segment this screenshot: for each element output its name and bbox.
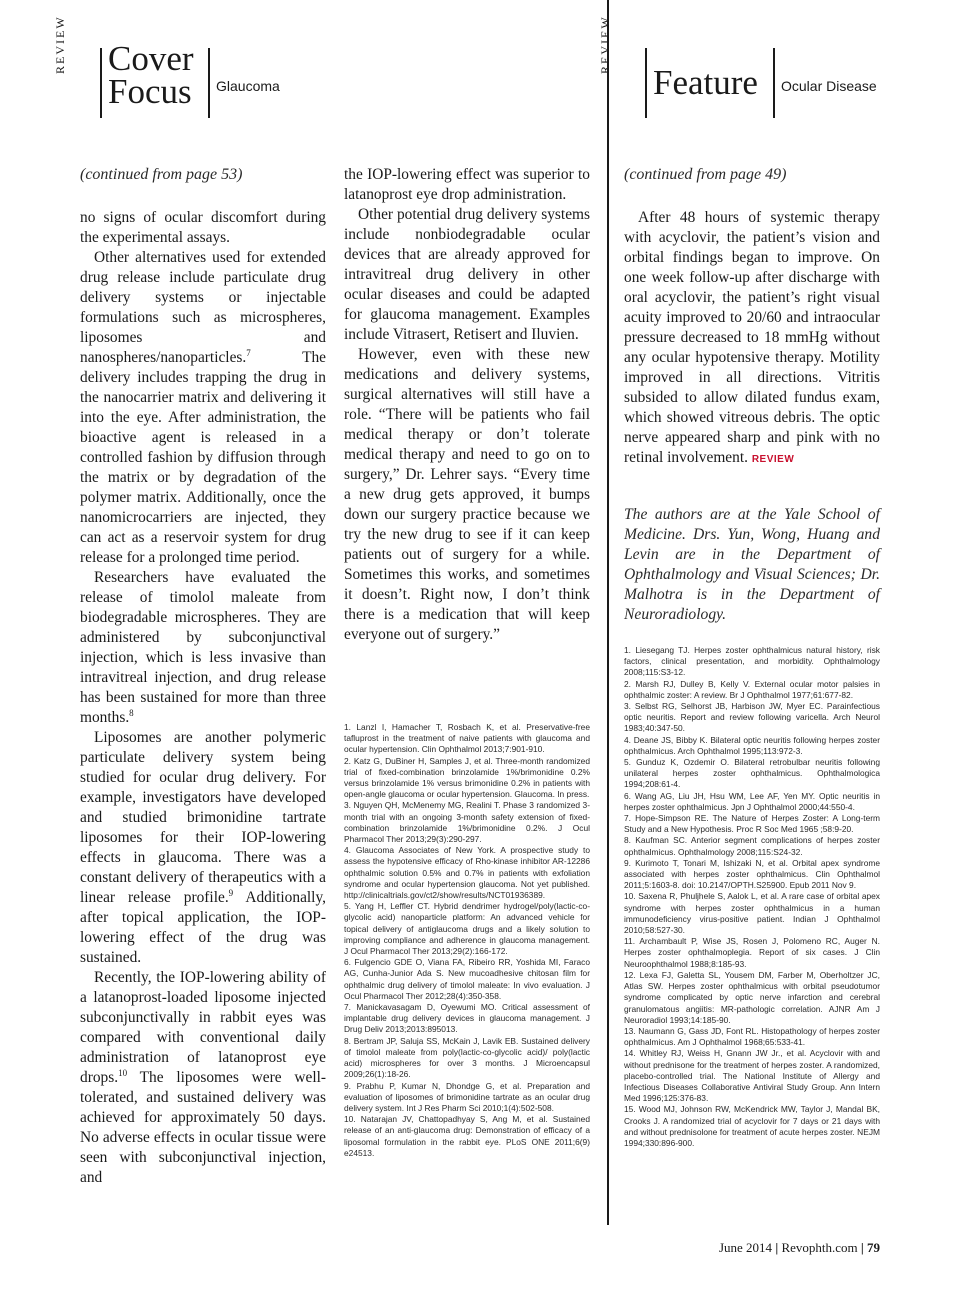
section-tag-text: REVIEW bbox=[53, 15, 67, 74]
section-title-line2: Focus bbox=[108, 72, 192, 111]
reference-item: 1. Lanzl I, Hamacher T, Rosbach K, et al. Preservative-free tafluprost in the treatment of naive patients with glaucoma and ocular hypertension. Clin Ophthalmol 2013;7:901-910. bbox=[344, 722, 590, 755]
reference-item: 9. Prabhu P, Kumar N, Dhondge G, et al. Preparation and evaluation of liposomes of brimonidine tartrate as an ocular drug delivery system. Int J Res Pharm Sci 2010;1(4):502-508. bbox=[344, 1080, 590, 1113]
references-list-glaucoma bbox=[344, 722, 590, 1159]
section-tag-text: REVIEW bbox=[598, 15, 612, 74]
reference-item: 1. Liesegang TJ. Herpes zoster ophthalmicus natural history, risk factors, clinical presentation, and morbidity. Ophthalmology 2008;115:S3-12. bbox=[624, 645, 880, 678]
reference-item: 3. Selbst RG, Selhorst JB, Harbison JW, Myer EC. Parainfectious optic neuritis. Report and review following varicella. Arch Neurol 1983;40:347-50. bbox=[624, 701, 880, 734]
paragraph: After 48 hours of systemic therapy with acyclovir, the patient’s vision and orbital findings began to improve. On one week follow-up after discharge with oral acyclovir, the patient’s right visual acuity improved to 20/60 and intraocular pressure decreased to 18 mmHg without any ocular hypotensive therapy. Motility improved in all directions. Vitritis subsided to allow dilated fundus exam, which showed vitreous debris. The optic nerve appeared sharp and pink with no retinal involvement. REVIEW bbox=[624, 209, 880, 466]
section-title bbox=[108, 39, 194, 111]
reference-item: 3. Nguyen QH, McMenemy MG, Realini T. Phase 3 randomized 3-month trial with an ongoing 3-month safety extension of fixed-combination brinzolamide 1%/brimonidine 0.2%. J Ocul Pharmacol Ther 2013;29(3):290-297. bbox=[344, 800, 590, 845]
reference-item: 8. Bertram JP, Saluja SS, McKain J, Lavik EB. Sustained delivery of timolol maleate from poly(lactic-co-glycolic acid)/ poly(lactic acid) microspheres for over 3 months. J Microencapsul 2009;26(1):18-26. bbox=[344, 1035, 590, 1080]
footer-site: Revophth.com bbox=[781, 1240, 858, 1255]
page-footer: June 2014 | Revophth.com | 79 bbox=[718, 1240, 880, 1255]
paragraph: Other alternatives used for extended drug release include particulate drug delivery systems or injectable formulations such as microspheres, liposomes and nanospheres/nanoparticles.$^7$ The delivery includes trapping the drug in the nanocarrier matrix and delivering it into the eye. After administration, the bioactive agent is released in a controlled fashion by diffusion through the matrix or by degradation of the polymer matrix. Additionally, once the nanomicrocarriers are injected, they can act as a reservoir system for drug release for a prolonged time period. bbox=[80, 249, 326, 566]
paragraph: Other potential drug delivery systems include nonbiodegradable ocular devices that are already approved for intravitreal drug delivery in other ocular diseases and could be adapted for glaucoma management. Examples include Vitrasert, Retisert and Iluvien. bbox=[344, 206, 590, 343]
article-column-3 bbox=[624, 165, 880, 470]
references-list-ocular-disease bbox=[624, 645, 880, 1149]
header-rule bbox=[208, 48, 210, 118]
reference-item: 14. Whitley RJ, Weiss H, Gnann JW Jr., et al. Acyclovir with and without prednisone for the treatment of herpes zoster. A randomized, placebo-controlled trial. The National Institute of Allergy and Infectious Diseases Collaborative Antiviral Study Group. Ann Intern Med 1996;125:376-83. bbox=[624, 1048, 880, 1104]
reference-item: 11. Archambault P, Wise JS, Rosen J, Polomeno RC, Auger N. Herpes zoster ophthalmoplegia. Report of six cases. J Clin Neuroophthalmol 1988;8:185-93. bbox=[624, 936, 880, 969]
author-affiliations: The authors are at the Yale School of Medicine. Drs. Yun, Wong, Huang and Levin are in the Department of Ophthalmology and Visual Sciences; Dr. Malhotra is in the Department of Neuroradiology. bbox=[624, 506, 880, 623]
reference-item: 12. Lexa FJ, Galetta SL, Yousem DM, Farber M, Oberholtzer JC, Atlas SW. Herpes zoster ophthalmicus with orbital pseudotumor syndrome complicated by optic nerve infarction and cerebral granulomatous angiitis: MR-pathologic correlation. AJNR Am J Neuroradiol 1993;14:185-90. bbox=[624, 969, 880, 1025]
paragraph: no signs of ocular discomfort during the experimental assays. bbox=[80, 209, 326, 246]
paragraph: Recently, the IOP-lowering ability of a latanoprost-loaded liposome injected subconjunctivally in rabbit eyes was compared with conventional daily administration of latanoprost eye drops.$^{10}$ The liposomes were well-tolerated, and sustained delivery was achieved for approximately 50 days. No adverse effects in ocular tissue were seen with subconjunctival injection, and bbox=[80, 969, 326, 1186]
header-rule bbox=[100, 48, 102, 118]
header-rule bbox=[773, 48, 775, 118]
section-title-line1: Cover bbox=[108, 39, 194, 78]
reference-item: 6. Wang AG, Liu JH, Hsu WM, Lee AF, Yen MY. Optic neuritis in herpes zoster ophthalmicus. Jpn J Ophthalmol 2000;44:550-4. bbox=[624, 790, 880, 812]
article-column-2 bbox=[344, 165, 590, 645]
left-page-header bbox=[53, 15, 320, 126]
reference-item: 2. Katz G, DuBiner H, Samples J, et al. Three-month randomized trial of fixed-combination brinzolamide 1%/brimonidine 0.2% versus brinzolamide 1% versus brimonidine 0.2% in patients with open-angle glaucoma or ocular hypertension. Glaucoma. In press. bbox=[344, 755, 590, 800]
reference-item: 6. Fulgencio GDE O, Viana FA, Ribeiro RR, Yoshida MI, Faraco AG, Cunha-Junior Ada S. New mucoadhesive chitosan film for ophthalmic drug delivery of timolol maleate: In vivo evaluation. J Ocul Pharmacol Ther 2012;28(4):350-358. bbox=[344, 957, 590, 1001]
section-topic: Glaucoma bbox=[216, 78, 280, 94]
citation: 9 bbox=[228, 887, 234, 898]
page-divider bbox=[607, 0, 609, 1225]
reference-item: 2. Marsh RJ, Dulley B, Kelly V. External ocular motor palsies in ophthalmic zoster: A review. Br J Ophthalmol 1977;61:677-82. bbox=[624, 678, 880, 700]
reference-item: 7. Manickavasagam D, Oyewumi MO. Critical assessment of implantable drug delivery devices in glaucoma management. J Drug Deliv 2013;2013:895013. bbox=[344, 1002, 590, 1035]
paragraph: However, even with these new medications and delivery systems, surgical alternatives will still have a role. “There will be patients who fail medical therapy or don’t tolerate medical therapy and need to go on to surgery,” Dr. Lehrer says. “Every time a new drug gets approved, it bumps down our surgery practice because we try the new drug to see if it can keep patients out of surgery for a while. Sometimes this works, and sometimes it doesn’t. Right now, I don’t think there is a medication that will keep everyone out of surgery.” bbox=[344, 346, 590, 643]
reference-item: 8. Kaufman SC. Anterior segment complications of herpes zoster ophthalmicus. Ophthalmology 2008;115:S24-32. bbox=[624, 835, 880, 857]
reference-item: 5. Yang H, Leffler CT. Hybrid dendrimer hydrogel/poly(lactic-co-glycolic acid) nanoparticle platform: An advanced vehicle for topical delivery of antiglaucoma drugs and a likely solution to improving compliance and adherence in glaucoma management. J Ocul Pharmacol Ther 2013;29(2):166-172. bbox=[344, 901, 590, 957]
page-number: 79 bbox=[867, 1240, 880, 1255]
section-tag-vertical bbox=[598, 15, 639, 118]
citation: 10 bbox=[118, 1067, 128, 1078]
paragraph: Researchers have evaluated the release of timolol maleate from biodegradable microspheres. They are administered by subconjunctival injection, which is less invasive than intravitreal injection, and drug release has been sustained for more than three months.$^8$ bbox=[80, 569, 326, 726]
header-rule bbox=[645, 48, 647, 118]
section-tag-vertical bbox=[53, 15, 94, 118]
citation: 7 bbox=[246, 347, 251, 358]
reference-item: 9. Kurimoto T, Tonari M, Ishizaki N, et al. Orbital apex syndrome associated with herpes zoster ophthalmicus. Clin Ophthalmol 2011;5:1603-8. doi: 10.2147/OPTH.S25900. Epub 2011 Nov 9. bbox=[624, 857, 880, 891]
reference-item: 5. Gunduz K, Ozdemir O. Bilateral retrobulbar neuritis following unilateral herpes zoster ophthalmicus. Ophthalmologica 1994;208:61-4. bbox=[624, 757, 880, 790]
continued-note: (continued from page 53) bbox=[80, 166, 243, 183]
article-column-1 bbox=[80, 165, 326, 1188]
review-end-mark: REVIEW bbox=[751, 454, 795, 465]
paragraph: the IOP-lowering effect was superior to latanoprost eye drop administration. bbox=[344, 166, 590, 203]
reference-item: 4. Deane JS, Bibby K. Bilateral optic neuritis following herpes zoster ophthalmicus. Arch Ophthalmol 1995;113:972-3. bbox=[624, 734, 880, 756]
paragraph: Liposomes are another polymeric particulate delivery system being studied for ocular drug delivery. For example, investigators have developed and studied brimonidine tartrate liposomes for their IOP-lowering effects in glaucoma. There was a constant delivery of therapeutics with a linear release profile.$^9$ Additionally, after topical application, the IOP-lowering effect of the drug was sustained. bbox=[80, 729, 326, 966]
section-title: Feature bbox=[653, 63, 758, 102]
right-page-header bbox=[598, 15, 895, 126]
reference-item: 15. Wood MJ, Johnson RW, McKendrick MW, Taylor J, Mandal BK, Crooks J. A randomized trial of acyclovir for 7 days or 21 days with and without prednisolone for treatment of acute herpes zoster. NEJM 1994;330:896-900. bbox=[624, 1104, 880, 1148]
reference-item: 4. Glaucoma Associates of New York. A prospective study to assess the hypotensive efficacy of Rho-kinase inhibitor AR-12286 ophthalmic solution 0.5% and 0.7% in patients with exfoliation syndrome and ocular hypertension glaucoma. Not yet published. http://clinicaltrials.gov/ct2/show/results/NCT01936389. bbox=[344, 845, 590, 901]
continued-note: (continued from page 49) bbox=[624, 166, 787, 183]
reference-item: 7. Hope-Simpson RE. The Nature of Herpes Zoster: A Long-term Study and a New Hypothesis. Proc R Soc Med 1965 ;58:9-20. bbox=[624, 813, 880, 835]
section-topic: Ocular Disease bbox=[781, 78, 877, 94]
reference-item: 13. Naumann G, Gass JD, Font RL. Histopathology of herpes zoster ophthalmicus. Am J Ophthalmol 1968;65:533-41. bbox=[624, 1025, 880, 1048]
footer-date: June 2014 bbox=[718, 1240, 773, 1255]
reference-item: 10. Saxena R, Phuljhele S, Aalok L, et al. A rare case of orbital apex syndrome with herpes zoster ophthalmicus in a human immunodeficiency virus-positive patient. Indian J Ophthalmol 2010;58:527-30. bbox=[624, 891, 880, 936]
reference-item: 10. Natarajan JV, Chattopadhyay S, Ang M, et al. Sustained release of an anti-glaucoma drug: Demonstration of efficacy of a liposomal formulation in the rabbit eye. PLoS ONE 2011;6(9) e24513. bbox=[344, 1114, 590, 1158]
citation: 8 bbox=[129, 707, 134, 718]
